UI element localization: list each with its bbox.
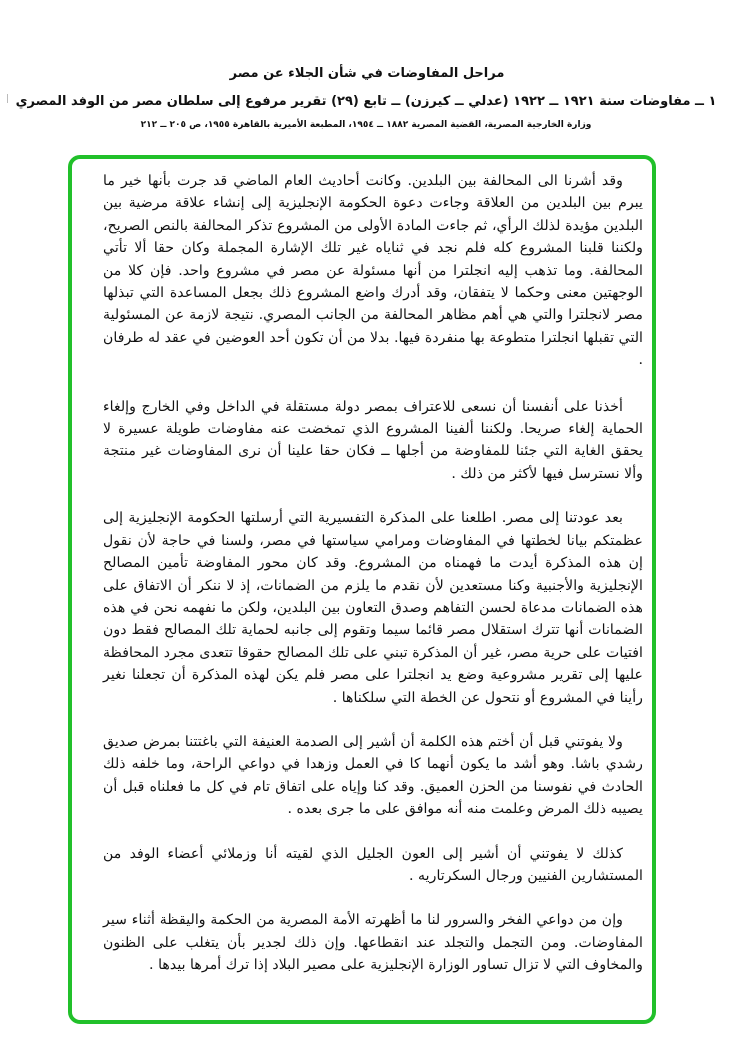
paragraph: ولا يفوتني قبل أن أختم هذه الكلمة أن أشير إلى الصدمة العنيفة التي باغتتنا بمرض صديق رشدي باشا. وهو أشد ما يكون أنهما كا في العمل وزهدا في دواعي الراحة، وما خلفه ذلك الحادث في نفوسنا من الحزن العميق. وقد كنا وإياه على اتفاق تام في كل ما فعلناه قبل أن يصيبه ذلك المرض وعلمت منه أنه موافق على ما جرى بعده . (103, 733, 643, 818)
paragraph: وإن من دواعي الفخر والسرور لنا ما أظهرته الأمة المصرية من الحكمة واليقظة أثناء سير المفاوضات. ومن التجمل والتجلد عند انقطاعها. وإن ذلك لجدير بأن يتغلب على الظنون والمخاوف التي لا تزال تساور الوزارة الإنجليزية على مصير البلاد إذا ترك أمرها بيدها . (103, 912, 643, 974)
page-subtitle: ١ ــ مفاوضات سنة ١٩٢١ ــ ١٩٢٢ (عدلي ــ كيرزن) ــ تابع (٢٩) تقرير مرفوع إلى سلطان مصر من الوفد المصري (15, 94, 717, 109)
source-citation: وزارة الخارجية المصرية، القضية المصرية ١٨٨٢ ــ ١٩٥٤، المطبعة الأميرية بالقاهرة ١٩٥٥، ص ٢٠٥ ــ ٢١٢ (140, 120, 592, 130)
paragraph: أخذنا على أنفسنا أن نسعى للاعتراف بمصر دولة مستقلة في الداخل وفي الخارج وإلغاء الحماية إلغاء صريحا. ولكننا ألفينا المشروع الذي تمخضت عنه مفاوضات طويلة عسيرة لا يحقق الغاية التي جئنا للمفاوضة من أجلها ــ فكان حقا علينا أن نرى المفاوضات غير منتجة وألا نسترسل فيها لأكثر من ذلك . (103, 398, 643, 482)
paragraph: وقد أشرنا الى المحالفة بين البلدين. وكانت أحاديث العام الماضي قد جرت بأنها خير ما يبرم بين البلدين من العلاقة وجاءت دعوة الحكومة الإنجليزية إلى إنشاء علاقة مرضية بين البلدين مؤيدة لذلك الرأي، ثم جاءت المادة الأولى من المشروع تذكر المحالفة بالنص الصريح، ولكننا قلبنا المشروع كله فلم نجد في ثناياه غير تلك الإشارة المجملة وكان حقا ألا تأتي المحالفة. وما تذهب إليه انجلترا من أنها مسئولة عن مصر في مشروع واحد. فإن كلا من الوجهتين معنى وحكما لا يتفقان، وقد أدرك واضع المشروع ذلك بجعل المساعدة التي تبذلها مصر لانجلترا والتي هي أهم مظاهر المحالفة من الجانب المصري. نتيجة لازمة عن المسئولية التي تقبلها انجلترا متطوعة بها منفردة فيها. بدلا من أن تكون أحد العوضين في عقد له طرفان . (103, 173, 643, 369)
document-body (103, 170, 643, 999)
paragraph: بعد عودتنا إلى مصر. اطلعنا على المذكرة التفسيرية التي أرسلتها الحكومة الإنجليزية إلى عظمتكم بيانا لخطتها في المفاوضات ومرامي سياستها في مصر، ولسنا في حاجة لأن نقول إن هذه المذكرة أيدت ما فهمناه من المشروع. وقد كان محور المفاوضة تأمين المصالح الإنجليزية والأجنبية وكنا مستعدين لأن نقدم ما يلزم من الضمانات، إذ لا ننكر أن الاتفاق على هذه الضمانات مدعاة لحسن التفاهم وصدق التعاون بين البلدين، ولكن ما نفهمه نحن في هذه الضمانات أنها تترك استقلال مصر قائما سيما وتقوم إلى جانبه لحماية تلك المصالح فقط دون افتيات على حرية مصر، غير أن المذكرة تبني على تلك المصالح حقوقا تتعدى مجرد المحافظة عليها إلى تقرير مشروعية وضع يد انجلترا على مصر فلم يكن لهذه المذكرة أن تجعلنا نغير رأينا في المشروع أو نتحول عن الخطة التي سلكناها . (103, 510, 643, 706)
page-title: مراحل المفاوضات في شأن الجلاء عن مصر (229, 66, 505, 81)
paragraph: كذلك لا يفوتني أن أشير إلى العون الجليل الذي لقيته أنا وزملائي أعضاء الوفد من المستشارين الفنيين ورجال السكرتاريه . (103, 845, 643, 884)
